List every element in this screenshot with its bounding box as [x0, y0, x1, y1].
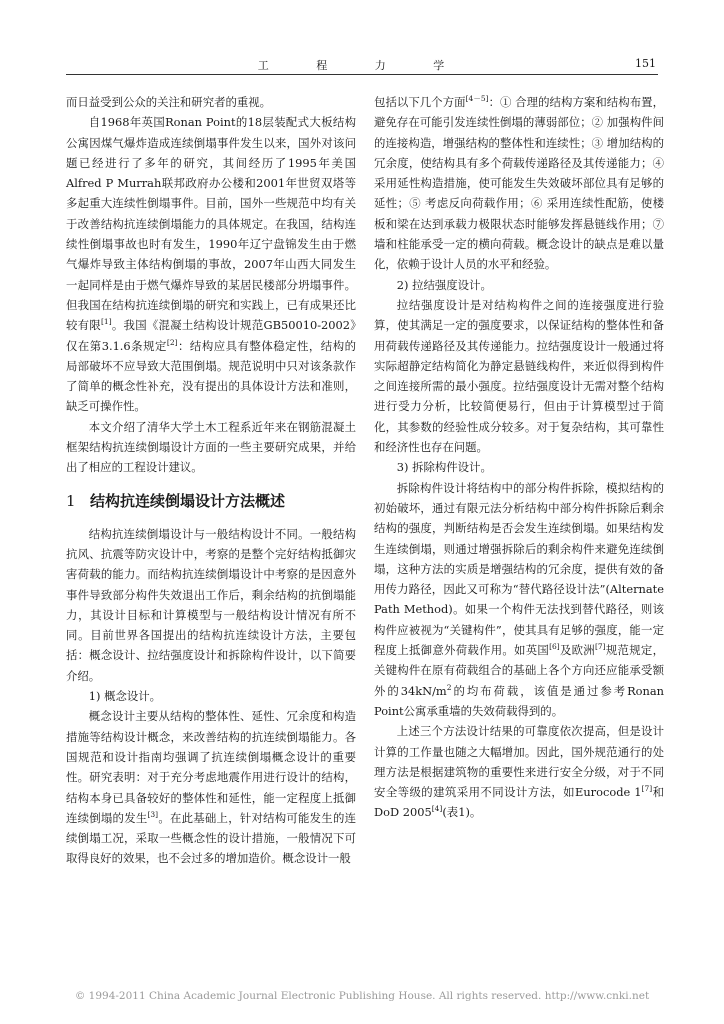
paragraph-member-removal: 拆除构件设计将结构中的部分构件拆除，模拟结构的初始破坏，通过有限元法分析结构中部分构件拆除后剩余结构的强度，判断结构是否会发生连续倒塌。如果结构发生连续倒塌，则通过增强拆除后的剩余构件来避免连续倒塌，这种方法的实质是增强结构的冗余度，提供有效的备用传力路径，因此又可称为“替代路径设计法”(Alternate Path Method)。如果一个构件无法找到替代路径，则该构件应被视为“关键构件”，使其具有足够的强度，能一定程度上抵御意外荷载作用。如英国[6]及欧洲[7]规范规定，关键构件在原有荷载组合的基础上各个方向还应能承受额外的$34kN/m^2$的均布荷载，该值是通过参考Ronan Point公寓承重墙的失效荷载得到的。 — [374, 480, 664, 718]
journal-name: 工 程 力 学 — [257, 59, 467, 72]
subheading-member-removal: 3) 拆除构件设计。 — [396, 460, 492, 475]
running-header — [66, 54, 658, 75]
copyright-footer: © 1994-2011 China Academic Journal Electronic Publishing House. All rights reserved. http://www.cnki.net — [74, 990, 650, 1002]
citation-ref: [4] — [431, 804, 443, 814]
citation-ref: [6] — [549, 642, 560, 652]
citation-ref: [4－5] — [465, 94, 489, 104]
paragraph-tie-force: 拉结强度设计是对结构构件之间的连接强度进行验算，使其满足一定的强度要求，以保证结构的整体性和备用荷载传递路径及其传递能力。拉结强度设计一般通过将实际超静定结构简化为静定悬链线构件，来近似得到构件之间连接所需的最小强度。拉结强度设计无需对整个结构进行受力分析，比较简便易行，但由于计算模型过于简化，其参数的经验性成分较多。对于复杂结构，其可靠性和经济性也存在问题。 — [374, 297, 664, 455]
citation-ref: [3] — [147, 810, 159, 819]
left-column — [66, 92, 356, 869]
citation-ref: [7] — [641, 784, 653, 794]
section-title: 结构抗连续倒塌设计方法概述 — [90, 491, 286, 510]
citation-ref: [1] — [101, 317, 112, 327]
citation-ref: [7] — [594, 642, 606, 652]
right-column — [374, 92, 664, 823]
paragraph-history: 自1968年英国Ronan Point的18层装配式大板结构公寓因煤气爆炸造成连续倒塌事件发生以来，国外对该问题已经进行了多年的研究，其间经历了1995年美国Alfred P Murrah联邦政府办公楼和2001年世贸双塔等多起重大连续性倒塌事件。目前，国外一些规范中均有关于改善结构抗连续倒塌能力的具体规定。在我国，结构连续性倒塌事故也时有发生，1990年辽宁盘锦发生由于燃气爆炸导致主体结构倒塌的事故，2007年山西大同发生一起同样是由于燃气爆炸导致的某居民楼部分坍塌事件。但我国在结构抗连续倒塌的研究和实践上，已有成果还比较有限[1]。我国《混凝土结构设计规范GB50010-2002》仅在第3.1.6条规定[2]：结构应具有整体稳定性，结构的局部破坏不应导致大范围倒塌。规范说明中只对该条款作了简单的概念性补充，没有提出的具体设计方法和准则，缺乏可操作性。 — [66, 115, 356, 414]
subheading-concept-design: 1) 概念设计。 — [88, 689, 162, 704]
paragraph-overview: 结构抗连续倒塌设计与一般结构设计不同。一般结构抗风、抗震等防灾设计中，考察的是整个完好结构抵御灾害荷载的能力。而结构抗连续倒塌设计中考察的是因意外事件导致部分构件失效退出工作后，剩余结构的抗倒塌能力，其设计目标和计算模型与一般结构设计情况有所不同。目前世界各国提出的结构抗连续设计方法，主要包括：概念设计、拉结强度设计和拆除构件设计，以下简要介绍。 — [66, 526, 356, 683]
paragraph-concept-list: 包括以下几个方面[4－5]：① 合理的结构方案和结构布置，避免存在可能引发连续性倒塌的薄弱部位；② 加强构件间的连接构造，增强结构的整体性和连续性；③ 增加结构的冗余度，使结构具有多个荷载传递路径及其传递能力；④ 采用延性构造措施，使可能发生失效破坏部位具有足够的延性；⑤ 考虑反向荷载作用；⑥ 采用连续性配筋，使楼板和梁在达到承载力极限状态时能够发挥悬链线作用；⑦ 墙和柱能承受一定的横向荷载。概念设计的缺点是难以量化，依赖于设计人员的水平和经验。 — [374, 94, 664, 272]
page-number: 151 — [635, 57, 656, 70]
paragraph-intro: 本文介绍了清华大学土木工程系近年来在钢筋混凝土框架结构抗连续倒塌设计方面的一些主要研究成果，并给出了相应的工程设计建议。 — [66, 419, 356, 475]
subheading-tie-force: 2) 拉结强度设计。 — [396, 277, 492, 292]
section-heading — [66, 490, 356, 512]
paragraph-concept-design: 概念设计主要从结构的整体性、延性、冗余度和构造措施等结构设计概念，来改善结构的抗连续倒塌能力。各国规范和设计指南均强调了抗连续倒塌概念设计的重要性。研究表明：对于充分考虑地震作用进行设计的结构，结构本身已具备较好的整体性和延性，能一定程度上抵御连续倒塌的发生[3]。在此基础上，针对结构可能发生的连续倒塌工况，采取一些概念性的设计措施，一般情况下可取得良好的效果，也不会过多的增加造价。概念设计一般 — [66, 709, 356, 866]
paragraph-comparison: 上述三个方法设计结果的可靠度依次提高，但是设计计算的工作量也随之大幅增加。因此，国外规范通行的处理方法是根据建筑物的重要性来进行安全分级，对于不同安全等级的建筑采用不同设计方法，如Eurocode 1[7]和DoD 2005[4](表1)。 — [374, 724, 664, 820]
unit-exponent: 2 — [446, 682, 452, 692]
section-number: 1 — [66, 491, 76, 510]
citation-ref: [2] — [166, 337, 178, 347]
paragraph-continuation: 而日益受到公众的关注和研究者的重视。 — [66, 95, 272, 109]
